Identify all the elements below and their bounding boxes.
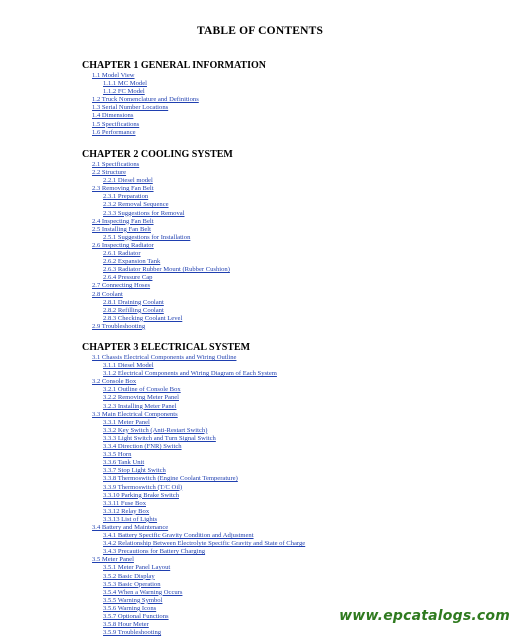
toc-link[interactable]: 3.3.9 Thermoswitch (T/C Oil) bbox=[103, 483, 183, 491]
toc-entry bbox=[0, 443, 520, 451]
toc-entry bbox=[0, 484, 520, 492]
chapter-heading: CHAPTER 3 ELECTRICAL SYSTEM bbox=[82, 342, 251, 353]
toc-entry bbox=[0, 362, 520, 370]
toc-entry bbox=[0, 378, 520, 386]
toc-link[interactable]: 3.1.1 Diesel Model bbox=[103, 362, 154, 370]
toc-entry bbox=[0, 185, 520, 193]
toc-link[interactable]: 3.3.1 Meter Panel bbox=[103, 418, 150, 426]
toc-entry bbox=[0, 169, 520, 177]
toc-entry bbox=[0, 403, 520, 411]
toc-entry bbox=[0, 451, 520, 459]
toc-link[interactable]: 2.8.3 Checking Coolant Level bbox=[103, 314, 183, 322]
toc-link[interactable]: 3.3.13 List of Lights bbox=[103, 515, 158, 523]
toc-link[interactable]: 3.3.3 Light Switch and Turn Signal Switch bbox=[103, 434, 216, 442]
toc-link[interactable]: 2.5 Installing Fan Belt bbox=[92, 225, 151, 233]
toc-link[interactable]: 2.4 Inspecting Fan Belt bbox=[92, 217, 154, 225]
toc-entry bbox=[0, 193, 520, 201]
toc-link[interactable]: 3.3.12 Relay Box bbox=[103, 507, 150, 515]
toc-entry bbox=[0, 548, 520, 556]
toc-entry bbox=[0, 177, 520, 185]
toc-entry bbox=[0, 419, 520, 427]
toc-entry bbox=[0, 250, 520, 258]
toc-entry bbox=[0, 435, 520, 443]
toc-entry bbox=[0, 564, 520, 572]
toc-link[interactable]: 3.5.5 Warning Symbol bbox=[103, 596, 163, 604]
toc-entry bbox=[0, 492, 520, 500]
toc-list bbox=[0, 354, 520, 637]
page-title: TABLE OF CONTENTS bbox=[196, 25, 324, 37]
toc-list bbox=[0, 72, 520, 137]
toc-link[interactable]: 2.2 Structure bbox=[92, 169, 127, 177]
toc-entry bbox=[0, 266, 520, 274]
toc-entry bbox=[0, 386, 520, 394]
toc-link[interactable]: 1.5 Specifications bbox=[92, 120, 140, 128]
toc-entry bbox=[0, 129, 520, 137]
toc-entry bbox=[0, 88, 520, 96]
toc-entry bbox=[0, 467, 520, 475]
toc-link[interactable]: 2.6.1 Radiator bbox=[103, 250, 141, 258]
toc-entry bbox=[0, 370, 520, 378]
toc-entry bbox=[0, 161, 520, 169]
toc-link[interactable]: 2.6.4 Pressure Cap bbox=[103, 274, 153, 282]
toc-entry bbox=[0, 597, 520, 605]
toc-link[interactable]: 3.3.10 Parking Brake Switch bbox=[103, 491, 180, 499]
toc-link[interactable]: 1.6 Performance bbox=[92, 128, 136, 136]
toc-link[interactable]: 2.8.1 Draining Coolant bbox=[103, 298, 164, 306]
toc-entry bbox=[0, 112, 520, 120]
toc-link[interactable]: 2.8.2 Refilling Coolant bbox=[103, 306, 164, 314]
toc-entry bbox=[0, 589, 520, 597]
toc-entry bbox=[0, 508, 520, 516]
toc-entry bbox=[0, 72, 520, 80]
toc-link[interactable]: 2.7 Connecting Hoses bbox=[92, 282, 151, 290]
toc-link[interactable]: 2.2.1 Diesel model bbox=[103, 177, 153, 185]
toc-entry bbox=[0, 516, 520, 524]
toc-entry bbox=[0, 210, 520, 218]
toc-entry bbox=[0, 427, 520, 435]
toc-link[interactable]: 3.3.5 Horn bbox=[103, 451, 132, 459]
chapter-3-section bbox=[0, 341, 520, 637]
toc-link[interactable]: 2.6 Inspecting Radiator bbox=[92, 241, 154, 249]
toc-entry bbox=[0, 540, 520, 548]
toc-link[interactable]: 2.3.2 Removal Sequence bbox=[103, 201, 169, 209]
toc-entry bbox=[0, 104, 520, 112]
toc-link[interactable]: 3.5.6 Warning Icons bbox=[103, 604, 157, 612]
toc-link[interactable]: 3.5.1 Meter Panel Layout bbox=[103, 564, 171, 572]
toc-link[interactable]: 3.3.7 Stop Light Switch bbox=[103, 467, 166, 475]
toc-entry bbox=[0, 121, 520, 129]
toc-link[interactable]: 2.3.1 Preparation bbox=[103, 193, 149, 201]
toc-link[interactable]: 3.3.11 Fuse Box bbox=[103, 499, 146, 507]
toc-link[interactable]: 3.3.4 Direction (FNR) Switch bbox=[103, 443, 182, 451]
chapter-1-section bbox=[0, 59, 520, 137]
toc-link[interactable]: 2.3 Removing Fan Belt bbox=[92, 185, 154, 193]
toc-entry bbox=[0, 218, 520, 226]
toc-link[interactable]: 1.1 Model View bbox=[92, 72, 135, 79]
toc-link[interactable]: 3.4 Battery and Maintenance bbox=[92, 523, 169, 531]
toc-link[interactable]: 3.3 Main Electrical Components bbox=[92, 410, 178, 418]
toc-link[interactable]: 3.2.3 Installing Meter Panel bbox=[103, 402, 177, 410]
toc-link[interactable]: 3.1.2 Electrical Components and Wiring Diagram of Each System bbox=[103, 370, 277, 378]
toc-link[interactable]: 3.2.1 Outline of Console Box bbox=[103, 386, 181, 394]
toc-entry bbox=[0, 354, 520, 362]
toc-entry bbox=[0, 581, 520, 589]
toc-link[interactable]: 3.2.2 Removing Meter Panel bbox=[103, 394, 179, 402]
chapter-heading: CHAPTER 2 COOLING SYSTEM bbox=[82, 149, 233, 160]
toc-entry bbox=[0, 234, 520, 242]
toc-link[interactable]: 3.5.3 Basic Operation bbox=[103, 580, 161, 588]
toc-entry bbox=[0, 299, 520, 307]
toc-entry bbox=[0, 475, 520, 483]
toc-entry bbox=[0, 394, 520, 402]
toc-entry bbox=[0, 556, 520, 564]
toc-link[interactable]: 1.4 Dimensions bbox=[92, 112, 134, 120]
toc-entry bbox=[0, 411, 520, 419]
toc-link[interactable]: 2.1 Specifications bbox=[92, 161, 140, 168]
toc-link[interactable]: 3.1 Chassis Electrical Components and Wiring Outline bbox=[92, 354, 237, 361]
toc-link[interactable]: 1.1.1 MC Model bbox=[103, 80, 147, 88]
toc-entry bbox=[0, 307, 520, 315]
toc-entry bbox=[0, 500, 520, 508]
toc-link[interactable]: 3.5.4 When a Warning Occurs bbox=[103, 588, 183, 596]
toc-entry bbox=[0, 282, 520, 290]
toc-entry bbox=[0, 524, 520, 532]
toc-entry bbox=[0, 274, 520, 282]
toc-link[interactable]: 3.2 Console Box bbox=[92, 378, 137, 386]
chapter-heading: CHAPTER 1 GENERAL INFORMATION bbox=[82, 60, 266, 71]
toc-link[interactable]: 3.4.2 Relationship Between Electrolyte Specific Gravity and State of Charge bbox=[103, 540, 306, 548]
watermark-text: www.epcatalogs.com bbox=[339, 608, 510, 624]
toc-link[interactable]: 2.6.3 Radiator Rubber Mount (Rubber Cushion) bbox=[103, 266, 230, 274]
toc-link[interactable]: 2.9 Troubleshooting bbox=[92, 322, 146, 330]
toc-entry bbox=[0, 459, 520, 467]
toc-link[interactable]: 3.5.7 Optional Functions bbox=[103, 613, 169, 620]
toc-link[interactable]: 2.6.2 Expansion Tank bbox=[103, 258, 161, 266]
toc-entry bbox=[0, 96, 520, 104]
toc-link[interactable]: 3.5.2 Basic Display bbox=[103, 572, 155, 580]
toc-link[interactable]: 3.4.1 Battery Specific Gravity Condition and Adjustment bbox=[103, 532, 254, 540]
toc-entry bbox=[0, 629, 520, 637]
toc-link[interactable]: 2.3.3 Suggestions for Removal bbox=[103, 209, 185, 217]
toc-entry bbox=[0, 315, 520, 323]
toc-entry bbox=[0, 291, 520, 299]
toc-link[interactable]: 1.3 Serial Number Locations bbox=[92, 104, 169, 112]
toc-link[interactable]: 2.8 Coolant bbox=[92, 290, 123, 298]
toc-entry bbox=[0, 201, 520, 209]
toc-link[interactable]: 3.5 Meter Panel bbox=[92, 556, 134, 564]
toc-link[interactable]: 3.5.9 Troubleshooting bbox=[103, 629, 162, 637]
toc-entry bbox=[0, 80, 520, 88]
toc-entry bbox=[0, 532, 520, 540]
toc-link[interactable]: 3.3.8 Thermoswitch (Engine Coolant Temperature) bbox=[103, 475, 238, 483]
toc-list bbox=[0, 161, 520, 331]
toc-link[interactable]: 2.5.1 Suggestions for Installation bbox=[103, 233, 191, 241]
toc-entry bbox=[0, 258, 520, 266]
toc-entry bbox=[0, 573, 520, 581]
toc-link[interactable]: 1.1.2 FC Model bbox=[103, 88, 145, 96]
toc-entry bbox=[0, 323, 520, 331]
toc-entry bbox=[0, 226, 520, 234]
toc-link[interactable]: 3.4.3 Precautions for Battery Charging bbox=[103, 548, 206, 556]
toc-link[interactable]: 1.2 Truck Nomenclature and Definitions bbox=[92, 96, 199, 104]
toc-link[interactable]: 3.5.8 Hour Meter bbox=[103, 621, 149, 629]
toc-link[interactable]: 3.3.6 Tank Unit bbox=[103, 459, 145, 467]
toc-entry bbox=[0, 242, 520, 250]
toc-link[interactable]: 3.3.2 Key Switch (Anti-Restart Switch) bbox=[103, 426, 208, 434]
chapter-2-section bbox=[0, 148, 520, 331]
